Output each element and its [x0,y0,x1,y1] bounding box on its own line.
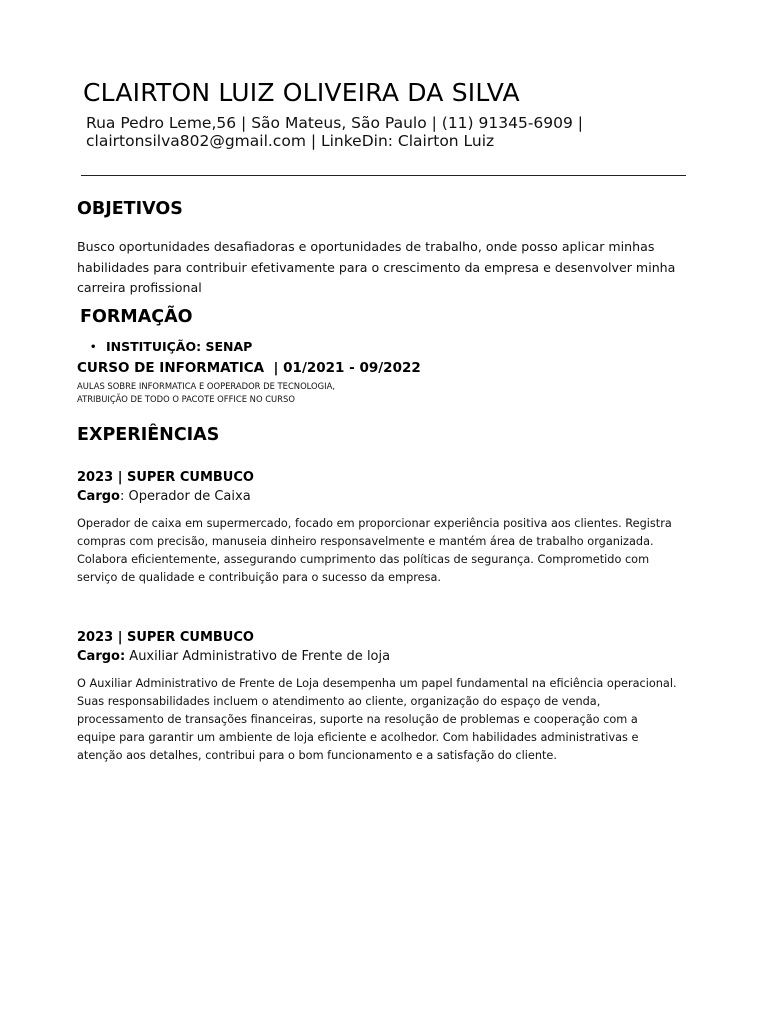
section-title-experiencias: EXPERIÊNCIAS [77,425,220,445]
job-description: Operador de caixa em supermercado, focado em proporcionar experiência positiva aos clientes. Registra compras com precisão, manuseia dinheiro responsavelmente e mantém área de trabalho organizada. Colabora eficientemente, assegurando cumprimento das políticas de segurança. Comprometido com serviço de qualidade e contribuição para o sucesso da empresa. [77,517,672,584]
contact-line-address: Rua Pedro Leme,56 | São Mateus, São Paulo | (11) 91345-6909 | [86,114,584,132]
job-description: O Auxiliar Administrativo de Frente de Loja desempenha um papel fundamental na eficiência operacional. Suas responsabilidades incluem o atendimento ao cliente, organização do espaço de venda, processamento de transações financeiras, suporte na resolução de problemas e cooperação com a equipe para garantir um ambiente de loja eficiente e acolhedor. Com habilidades administrativas e atenção aos detalhes, contribui para o bom funcionamento e a satisfação do cliente. [77,677,677,762]
section-title-formacao: FORMAÇÃO [80,307,193,327]
role-separator: : [119,489,125,504]
role-label: Cargo [77,489,120,504]
institution-label: INSTITUIÇÃO: SENAP [106,339,253,354]
candidate-name: CLAIRTON LUIZ OLIVEIRA DA SILVA [83,78,520,107]
formacao-institution-item [90,339,252,354]
role-label: Cargo: [77,649,126,664]
course-detail-line: AULAS SOBRE INFORMATICA E OOPERADOR DE TECNOLOGIA, [77,381,335,391]
course-title: CURSO DE INFORMATICA | 01/2021 - 09/2022 [77,360,421,376]
section-title-objetivos: OBJETIVOS [77,199,183,219]
job-role [77,489,251,504]
job-header: 2023 | SUPER CUMBUCO [77,470,254,485]
objetivos-text: Busco oportunidades desafiadoras e oportunidades de trabalho, onde posso aplicar minhas habilidades para contribuir efetivamente para o crescimento da empresa e desenvolver minha carreira profissional [77,239,676,295]
job-role [77,649,390,664]
job-header: 2023 | SUPER CUMBUCO [77,630,254,645]
role-value: Auxiliar Administrativo de Frente de loja [125,649,391,664]
role-value: Operador de Caixa [124,489,251,504]
course-detail-line: ATRIBUIÇÃO DE TODO O PACOTE OFFICE NO CURSO [77,393,295,404]
header-divider [81,175,686,176]
contact-info [86,114,686,150]
bullet-icon: • [90,342,97,353]
contact-line-email: clairtonsilva802@gmail.com | LinkeDin: Clairton Luiz [86,132,495,150]
course-details [77,380,497,405]
